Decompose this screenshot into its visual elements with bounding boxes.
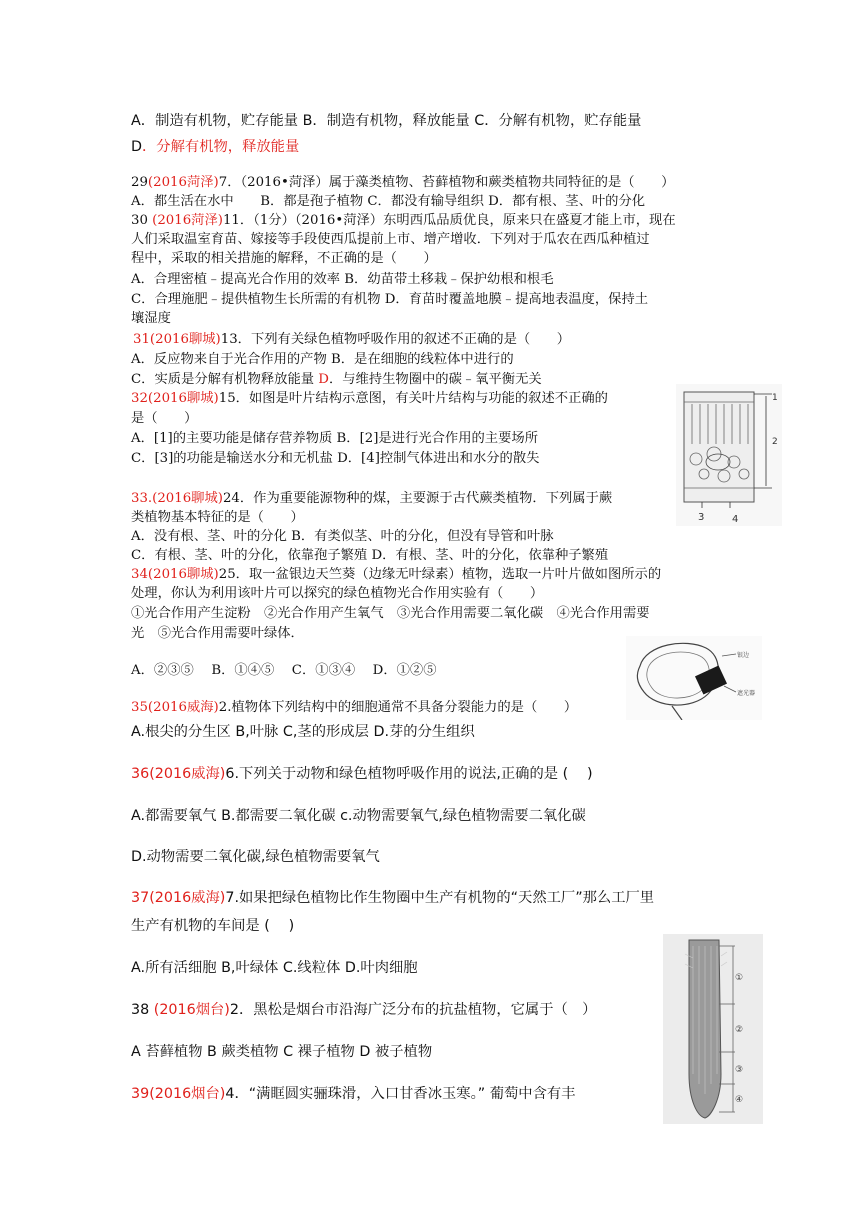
question-32-option-a: A．[1]的主要功能是储存营养物质 B．[2]是进行光合作用的主要场所 xyxy=(131,431,538,446)
question-36-option-d: D.动物需要二氧化碳,绿色植物需要氧气 xyxy=(131,849,380,865)
question-31-stem: 31(2016聊城)13．下列有关绿色植物呼吸作用的叙述不正确的是（ ） xyxy=(133,332,571,347)
question-31-option-c: C．实质是分解有机物释放能量 D．与维持生物圈中的碳﹣氧平衡无关 xyxy=(131,372,542,387)
question-30-stem: 30 (2016菏泽)11．（1分）（2016•菏泽）东明西瓜品质优良，原来只在盛夏才能上市，现在 xyxy=(131,213,676,228)
question-34-stem-2: 处理，你认为利用该叶片可以探究的绿色植物光合作用实验有（ ） xyxy=(131,586,544,601)
question-39-stem: 39(2016烟台)4．“满眶圆实骊珠滑，入口甘香冰玉寒。” 葡萄中含有丰 xyxy=(131,1086,576,1102)
question-30-option-c: C．合理施肥﹣提供植物生长所需的有机物 D．育苗时覆盖地膜﹣提高地表温度，保持土 xyxy=(131,292,649,307)
question-34-stem: 34(2016聊城)25．取一盆银边天竺葵（边缘无叶绿素）植物，选取一片叶片做如图所示的 xyxy=(131,567,662,582)
root-label-3: ③ xyxy=(735,1065,744,1075)
question-32-stem: 32(2016聊城)15．如图是叶片结构示意图，有关叶片结构与功能的叙述不正确的 xyxy=(131,391,608,406)
question-31-option-a: A．反应物来自于光合作用的产物 B．是在细胞的线粒体中进行的 xyxy=(131,352,514,367)
question-30-option-c-2: 壤湿度 xyxy=(131,311,171,326)
geranium-label-cover: 遮光器 xyxy=(737,690,756,697)
leaf-structure-figure xyxy=(676,384,782,526)
question-36-option-a: A.都需要氧气 B.都需要二氧化碳 c.动物需要氧气,绿色植物需要二氧化碳 xyxy=(131,808,586,824)
question-29-stem: 29(2016菏泽)7．（2016•菏泽）属于藻类植物、苔藓植物和蕨类植物共同特征的是（ ） xyxy=(131,175,675,190)
question-35-stem: 35(2016威海)2.植物体下列结构中的细胞通常不具备分裂能力的是（ ） xyxy=(131,700,578,715)
question-30-stem-3: 程中，采取的相关措施的解释，不正确的是（ ） xyxy=(131,251,437,266)
question-34-stem-4: 光 ⑤光合作用需要叶绿体． xyxy=(131,626,304,641)
root-tip-figure xyxy=(663,934,763,1124)
geranium-leaf-figure xyxy=(626,636,762,720)
question-35-options: A.根尖的分生区 B,叶脉 C,茎的形成层 D.芽的分生组织 xyxy=(131,724,475,740)
leaf-label-3: 3 xyxy=(698,512,705,523)
question-33-stem-2: 类植物基本特征的是（ ） xyxy=(131,510,304,525)
question-33-stem: 33.(2016聊城)24．作为重要能源物种的煤，主要源于古代蕨类植物．下列属于蕨 xyxy=(131,491,613,506)
root-label-2: ② xyxy=(735,1025,744,1035)
leaf-label-2: 2 xyxy=(772,437,778,447)
question-33-option-c: C．有根、茎、叶的分化，依靠孢子繁殖 D．有根、茎、叶的分化，依靠种子繁殖 xyxy=(131,548,609,563)
question-32-option-c: C．[3]的功能是输送水分和无机盐 D．[4]控制气体进出和水分的散失 xyxy=(131,451,540,466)
question-32-stem-2: 是（ ） xyxy=(131,411,198,426)
question-37-options: A.所有活细胞 B,叶绿体 C.线粒体 D.叶肉细胞 xyxy=(131,960,418,976)
question-29-options: A．都生活在水中 B．都是孢子植物 C．都没有输导组织 D．都有根、茎、叶的分化 xyxy=(131,194,646,209)
question-30-option-a: A．合理密植﹣提高光合作用的效率 B．幼苗带土移栽﹣保护幼根和根毛 xyxy=(131,272,554,287)
question-30-stem-2: 人们采取温室育苗、嫁接等手段使西瓜提前上市、增产增收．下列对于瓜农在西瓜种植过 xyxy=(131,232,650,247)
root-label-1: ① xyxy=(735,973,744,983)
question-38-options: A 苔藓植物 B 蕨类植物 C 裸子植物 D 被子植物 xyxy=(131,1044,433,1060)
geranium-label-edge: 银边 xyxy=(737,652,750,659)
question-36-stem: 36(2016威海)6.下列关于动物和绿色植物呼吸作用的说法,正确的是 ( ) xyxy=(131,766,593,782)
question-38-stem: 38 (2016烟台)2．黑松是烟台市沿海广泛分布的抗盐植物，它属于（ ） xyxy=(131,1002,597,1018)
question-34-stem-3: ①光合作用产生淀粉 ②光合作用产生氧气 ③光合作用需要二氧化碳 ④光合作用需要 xyxy=(131,606,650,621)
option-line: A．制造有机物，贮存能量 B．制造有机物，释放能量 C．分解有机物，贮存能量 xyxy=(131,113,642,129)
option-line: D．分解有机物，释放能量 xyxy=(131,139,300,155)
question-37-stem: 37(2016威海)7.如果把绿色植物比作生物圈中生产有机物的“天然工厂”那么工厂里 xyxy=(131,890,655,906)
root-label-4: ④ xyxy=(735,1095,744,1105)
question-37-stem-2: 生产有机物的车间是 ( ) xyxy=(131,918,295,934)
question-33-option-a: A．没有根、茎、叶的分化 B．有类似茎、叶的分化，但没有导管和叶脉 xyxy=(131,529,554,544)
question-34-options: A．②③⑤ B．①④⑤ C．①③④ D．①②⑤ xyxy=(131,663,437,678)
leaf-label-4: 4 xyxy=(732,514,739,525)
leaf-label-1: 1 xyxy=(772,393,778,403)
